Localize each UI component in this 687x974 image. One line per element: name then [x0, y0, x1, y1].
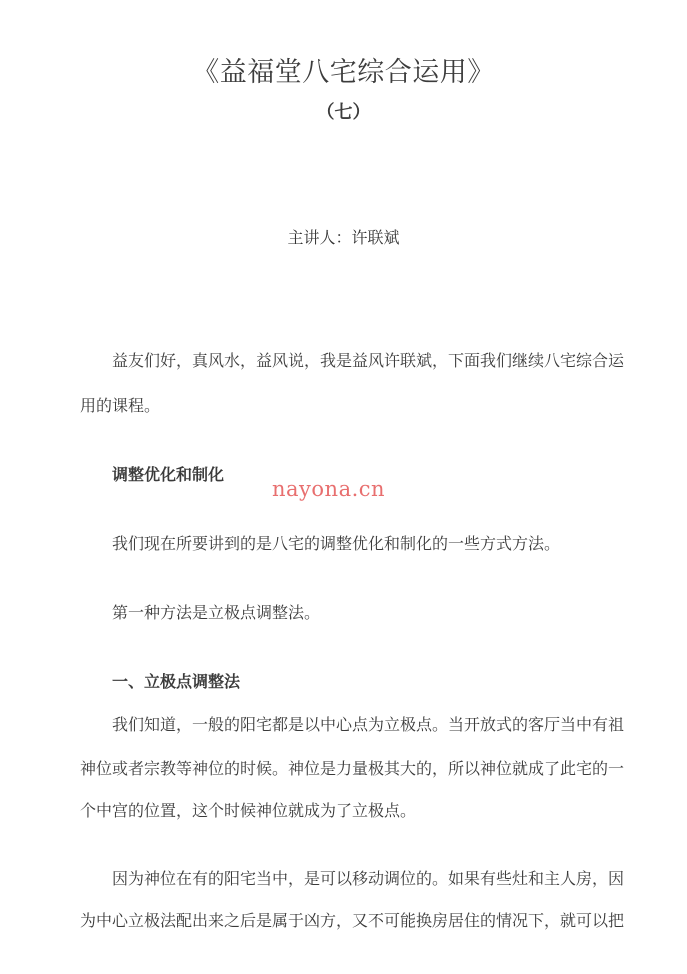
document-title: 《益福堂八宅综合运用》	[192, 57, 495, 88]
intro-line-2: 用的课程。	[80, 396, 161, 415]
paragraph-1-line-3: 个中宫的位置，这个时候神位就成为了立极点。	[80, 801, 417, 820]
section-heading: 调整优化和制化	[112, 465, 225, 484]
paragraph-1-line-1: 我们知道，一般的阳宅都是以中心点为立极点。当开放式的客厅当中有祖	[112, 715, 625, 734]
paragraph-first-method: 第一种方法是立极点调整法。	[112, 603, 321, 622]
paragraph-methods: 我们现在所要讲到的是八宅的调整优化和制化的一些方式方法。	[112, 534, 561, 553]
lecturer-line: 主讲人：许联斌	[287, 228, 400, 247]
paragraph-1-line-2: 神位或者宗教等神位的时候。神位是力量极其大的，所以神位就成了此宅的一	[80, 759, 625, 778]
sub-heading: 一、立极点调整法	[112, 672, 241, 691]
paragraph-2-line-2: 为中心立极法配出来之后是属于凶方，又不可能换房居住的情况下，就可以把	[80, 911, 625, 930]
watermark-text: nayona.cn	[272, 477, 386, 501]
paragraph-2-line-1: 因为神位在有的阳宅当中，是可以移动调位的。如果有些灶和主人房，因	[112, 869, 625, 888]
intro-line-1: 益友们好，真风水，益风说，我是益风许联斌，下面我们继续八宅综合运	[112, 351, 625, 370]
document-subtitle: （七）	[316, 102, 371, 123]
